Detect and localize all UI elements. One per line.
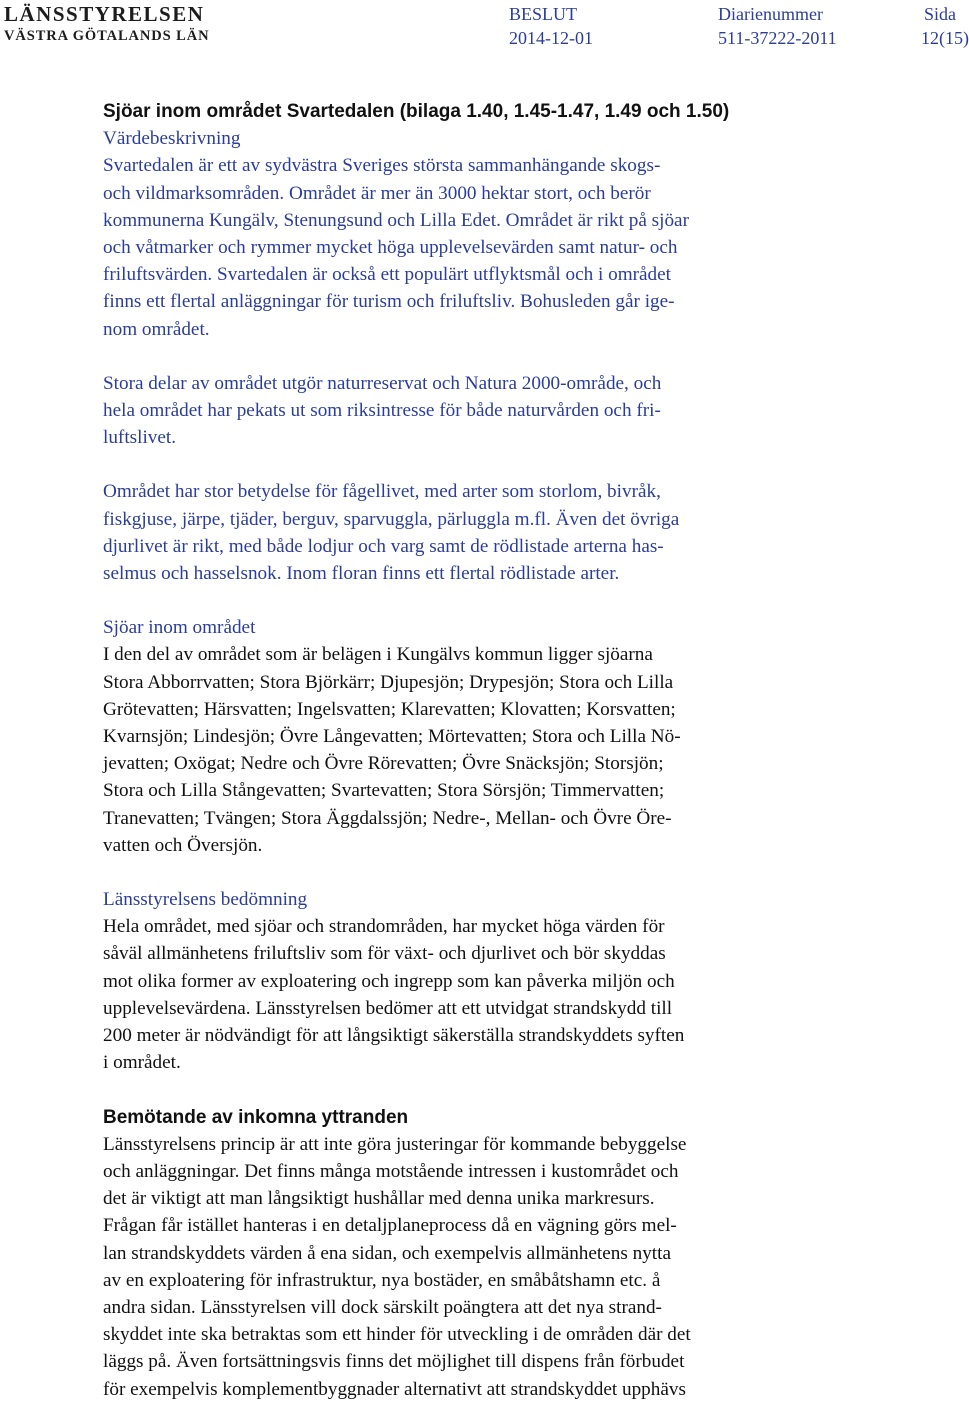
paragraph-2 bbox=[103, 370, 823, 452]
diarienummer-block bbox=[718, 2, 837, 50]
text-line: såväl allmänhetens friluftsliv som för växt- och djurlivet och bör skyddas bbox=[103, 943, 666, 965]
text-line: Stora Abborrvatten; Stora Björkärr; Djupesjön; Drypesjön; Stora och Lilla bbox=[103, 671, 674, 693]
text-line: det är viktigt att man långsiktigt hushållar med denna unika markresurs. bbox=[103, 1188, 655, 1210]
paragraph-3 bbox=[103, 478, 823, 587]
text-line: Grötevatten; Härsvatten; Ingelsvatten; Klarevatten; Klovatten; Korsvatten; bbox=[103, 698, 676, 720]
text-line: mot olika former av exploatering och ingrepp som kan påverka miljön och bbox=[103, 970, 675, 992]
bedomning-heading: Länsstyrelsens bedömning bbox=[103, 889, 308, 911]
text-line: andra sidan. Länsstyrelsen vill dock särskilt poängtera att det nya strand- bbox=[103, 1296, 662, 1318]
sida-label: Sida bbox=[924, 4, 957, 24]
bedomning-paragraph bbox=[103, 913, 823, 1076]
sjoar-paragraph bbox=[103, 641, 823, 859]
text-line: Området har stor betydelse för fågellivet, med arter som storlom, bivråk, bbox=[103, 481, 661, 503]
text-line: hela området har pekats ut som riksintresse för både naturvården och fri- bbox=[103, 400, 661, 422]
text-line: Hela området, med sjöar och strandområden, har mycket höga värden för bbox=[103, 916, 665, 938]
text-line: finns ett flertal anläggningar för turism och friluftsliv. Bohusleden går ige- bbox=[103, 291, 675, 313]
text-line: friluftsvärden. Svartedalen är också ett populärt utflyktsmål och i området bbox=[103, 264, 671, 286]
text-line: och våtmarker och rymmer mycket höga upplevelsevärden samt natur- och bbox=[103, 237, 678, 259]
text-line: Länsstyrelsens princip är att inte göra justeringar för kommande bebyggelse bbox=[103, 1133, 687, 1155]
text-line: Stora och Lilla Stångevatten; Svartevatten; Stora Sörsjön; Timmervatten; bbox=[103, 780, 665, 802]
beslut-block bbox=[509, 2, 593, 50]
bemotande-heading: Bemötande av inkomna yttranden bbox=[103, 1106, 409, 1128]
paragraph-1 bbox=[103, 152, 823, 342]
text-line: Kvarnsjön; Lindesjön; Övre Långevatten; Mörtevatten; Stora och Lilla Nö- bbox=[103, 726, 681, 748]
text-line: och vildmarksområden. Området är mer än 3000 hektar stort, och berör bbox=[103, 182, 651, 204]
sjoar-heading: Sjöar inom området bbox=[103, 617, 256, 639]
text-line: läggs på. Även fortsättningsvis finns det möjlighet till dispens från förbudet bbox=[103, 1351, 685, 1373]
text-line: selmus och hasselsnok. Inom floran finns ett flertal rödlistade arter. bbox=[103, 563, 620, 585]
text-line: Frågan får istället hanteras i en detaljplaneprocess då en vägning görs mel- bbox=[103, 1215, 677, 1237]
diarienummer-label: Diarienummer bbox=[718, 4, 823, 24]
text-line: och anläggningar. Det finns många motstående intressen i kustområdet och bbox=[103, 1160, 679, 1182]
sida-value: 12(15) bbox=[921, 28, 969, 48]
lansstyrelsen-logo bbox=[4, 2, 209, 46]
bemotande-paragraph bbox=[103, 1131, 823, 1403]
vardebeskrivning-heading: Värdebeskrivning bbox=[103, 128, 241, 150]
text-line: Svartedalen är ett av sydvästra Sveriges största sammanhängande skogs- bbox=[103, 155, 661, 177]
text-line: upplevelsevärdena. Länsstyrelsen bedömer att ett utvidgat strandskydd till bbox=[103, 997, 673, 1019]
beslut-label: BESLUT bbox=[509, 4, 578, 24]
text-line: lan strandskyddets värden å ena sidan, och exempelvis allmänhetens nytta bbox=[103, 1242, 671, 1264]
text-line: kommunerna Kungälv, Stenungsund och Lilla Edet. Området är rikt på sjöar bbox=[103, 209, 689, 231]
text-line: av en exploatering för infrastruktur, nya bostäder, en småbåtshamn etc. å bbox=[103, 1269, 661, 1291]
diarienummer-value: 511-37222-2011 bbox=[718, 28, 837, 48]
page-header bbox=[0, 0, 969, 60]
text-line: i området. bbox=[103, 1052, 181, 1074]
logo-line1: LÄNSSTYRELSEN bbox=[4, 2, 205, 26]
text-line: för exempelvis komplementbyggnader alternativt att strandskyddet upphävs bbox=[103, 1378, 686, 1400]
text-line: fiskgjuse, järpe, tjäder, berguv, sparvuggla, pärluggla m.fl. Även det övriga bbox=[103, 508, 680, 530]
text-line: Stora delar av området utgör naturreservat och Natura 2000-område, och bbox=[103, 372, 662, 394]
document-body bbox=[103, 98, 823, 1403]
text-line: 200 meter är nödvändigt för att långsiktigt säkerställa strandskyddets syften bbox=[103, 1025, 685, 1047]
text-line: jevatten; Oxögat; Nedre och Övre Rörevatten; Övre Snäcksjön; Storsjön; bbox=[103, 753, 664, 775]
text-line: I den del av området som är belägen i Kungälvs kommun ligger sjöarna bbox=[103, 644, 653, 666]
section-title: Sjöar inom området Svartedalen (bilaga 1.40, 1.45-1.47, 1.49 och 1.50) bbox=[103, 101, 730, 122]
text-line: nom området. bbox=[103, 318, 210, 340]
text-line: djurlivet är rikt, med både lodjur och varg samt de rödlistade arterna has- bbox=[103, 535, 664, 557]
logo-line2: VÄSTRA GÖTALANDS LÄN bbox=[4, 28, 210, 44]
text-line: vatten och Översjön. bbox=[103, 834, 263, 856]
sida-block bbox=[921, 2, 969, 50]
text-line: skyddet inte ska betraktas som ett hinder för utveckling i de områden där det bbox=[103, 1324, 691, 1346]
beslut-date: 2014-12-01 bbox=[509, 28, 593, 48]
text-line: luftslivet. bbox=[103, 427, 177, 449]
text-line: Tranevatten; Tvängen; Stora Äggdalssjön; Nedre-, Mellan- och Övre Öre- bbox=[103, 807, 672, 829]
